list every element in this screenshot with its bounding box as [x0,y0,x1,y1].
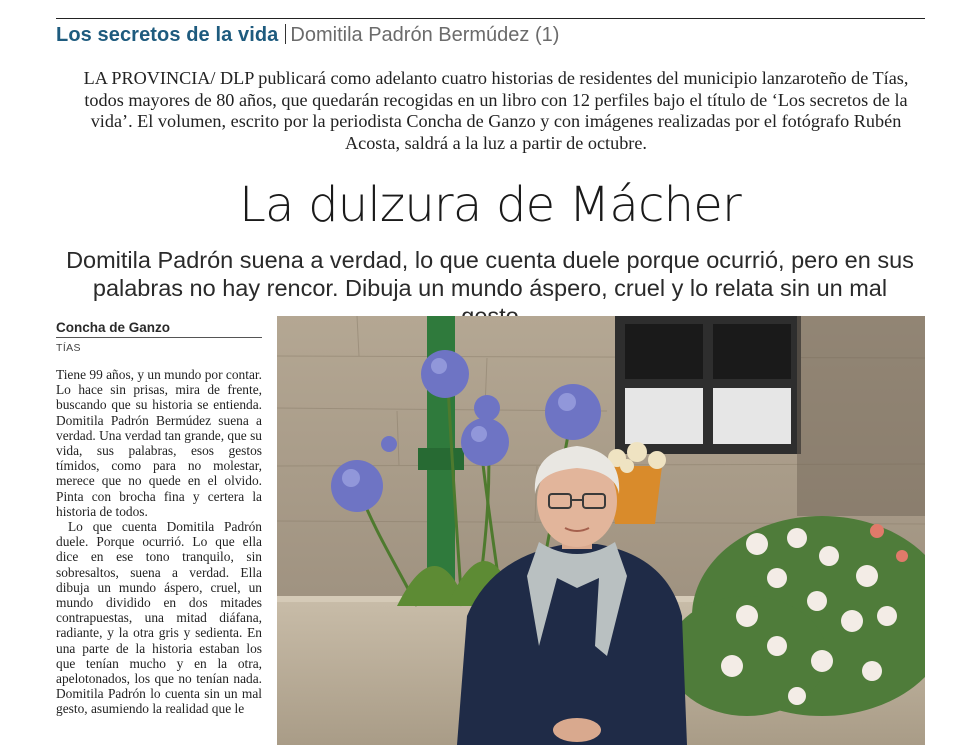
portrait-photo [277,316,925,745]
body-paragraph: Lo que cuenta Domitila Padrón duele. Porque ocurrió. Lo que ella dice en ese tono tranquilo, sin sobresaltos, suena a verdad. Ella dibuja un mundo áspero, cruel, un mundo dividido en dos mitades contrapuestas, una mitad diáfana, radiante, y la otra gris y sedienta. En una parte de la historia estaban los que tenían mucho y en la otra, apelotonados, los que no tenían nada. Domitila Padrón lo cuenta sin un mal gesto, asumiendo la realidad que le [56,519,262,717]
headline: La dulzura de Mácher [239,177,741,233]
subheadline: Domitila Padrón suena a verdad, lo que cuenta duele porque ocurrió, pero en sus palabras no hay rencor. Dibuja un mundo áspero, cruel y lo relata sin un mal [66,247,914,301]
section-separator [285,24,286,44]
intro-paragraph: LA PROVINCIA/ DLP publicará como adelanto cuatro historias de residentes del municipio lanzaroteño de Tías, todos mayores de 80 años, que quedarán recogidas en un libro con 12 perfiles bajo el título de ‘Los secretos de la vida’. El volumen, escrito por la periodista Concha de Ganzo y con imágenes realizadas por el fotógrafo Rubén Acosta, saldrá a la luz a partir de octubre. [83,68,909,153]
section-subject: Domitila Padrón Bermúdez (1) [290,24,560,46]
article-body [56,367,262,717]
body-paragraph: Tiene 99 años, y un mundo por contar. Lo hace sin prisas, mira de frente, buscando que su historia se entienda. Domitila Padrón Bermúdez suena a verdad. Una verdad tan grande, que su vida, sus palabras, esos gestos tímidos, como para no molestar, merece que no quede en el olvido. Pinta con brocha fina y certera la historia de todos. [56,367,262,519]
byline [56,320,262,354]
section-header [56,24,559,50]
author-name: Concha de Ganzo [56,320,262,338]
top-rule [56,18,925,19]
dateline-location: TÍAS [56,342,81,354]
section-name: Los secretos de la vida [56,24,279,46]
